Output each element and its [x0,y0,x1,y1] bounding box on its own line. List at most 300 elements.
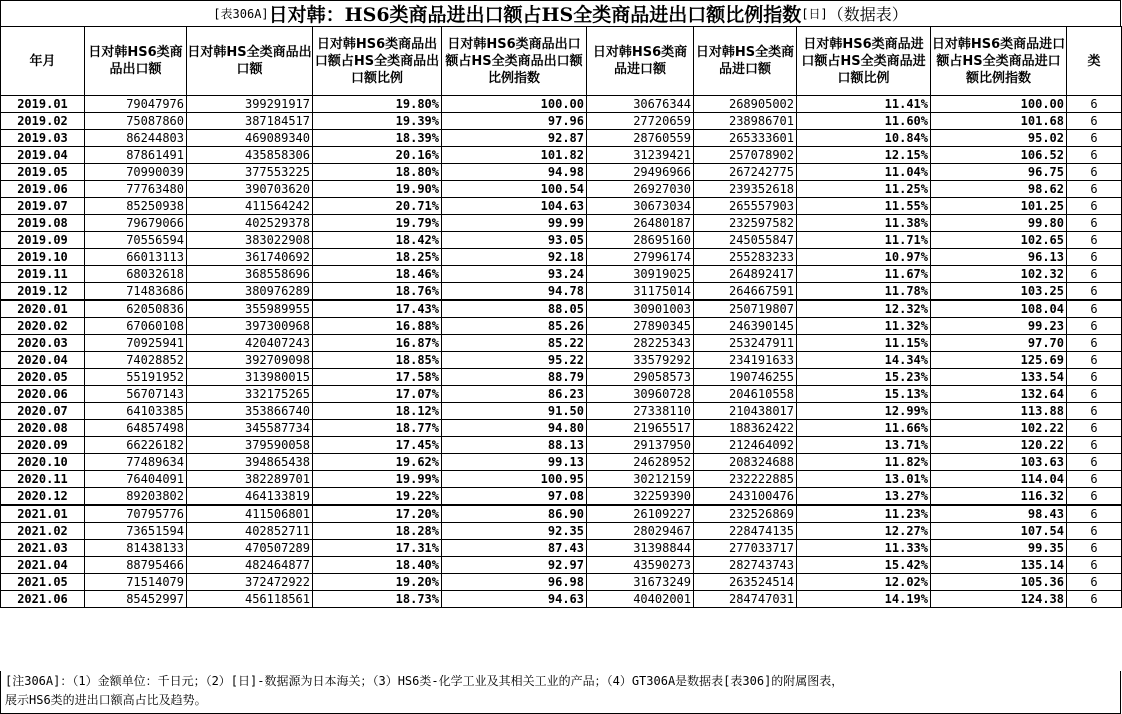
cell-export-index: 96.98 [442,574,587,591]
cell-export-ratio: 18.85% [313,352,442,369]
cell-export-ratio: 18.80% [313,164,442,181]
cell-hs6-import: 27890345 [587,318,694,335]
cell-hs6-import: 33579292 [587,352,694,369]
cell-hs6-export: 70925941 [85,335,187,352]
table-row [1,471,1122,488]
cell-category: 6 [1067,505,1122,523]
cell-export-index: 85.22 [442,335,587,352]
cell-export-index: 100.95 [442,471,587,488]
cell-all-import: 232222885 [694,471,797,488]
table-row [1,181,1122,198]
cell-export-ratio: 17.31% [313,540,442,557]
cell-export-ratio: 19.62% [313,454,442,471]
header-export-ratio: 日对韩HS6类商品出口额占HS全类商品出口额比例 [313,27,442,96]
cell-all-export: 456118561 [187,591,313,608]
cell-all-import: 264667591 [694,283,797,301]
cell-all-import: 188362422 [694,420,797,437]
cell-import-ratio: 15.13% [797,386,931,403]
cell-category: 6 [1067,523,1122,540]
cell-hs6-import: 32259390 [587,488,694,506]
cell-all-export: 402529378 [187,215,313,232]
cell-hs6-import: 31673249 [587,574,694,591]
cell-category: 6 [1067,96,1122,113]
cell-all-export: 353866740 [187,403,313,420]
cell-all-export: 435858306 [187,147,313,164]
cell-export-index: 95.22 [442,352,587,369]
cell-all-export: 399291917 [187,96,313,113]
cell-export-ratio: 19.39% [313,113,442,130]
cell-hs6-import: 30960728 [587,386,694,403]
cell-category: 6 [1067,198,1122,215]
cell-month: 2020.12 [1,488,85,506]
title-main: 日对韩：HS6类商品进出口额占HS全类商品进出口额比例指数 [268,4,802,26]
cell-hs6-export: 79047976 [85,96,187,113]
table-row [1,540,1122,557]
cell-import-index: 96.75 [931,164,1067,181]
cell-export-index: 88.05 [442,300,587,318]
cell-export-index: 86.90 [442,505,587,523]
cell-category: 6 [1067,147,1122,164]
cell-import-index: 132.64 [931,386,1067,403]
cell-all-import: 265557903 [694,198,797,215]
title-subtitle: （数据表） [827,5,908,24]
cell-all-export: 372472922 [187,574,313,591]
cell-month: 2019.12 [1,283,85,301]
cell-all-export: 382289701 [187,471,313,488]
cell-import-ratio: 11.38% [797,215,931,232]
cell-all-export: 345587734 [187,420,313,437]
cell-export-index: 94.78 [442,283,587,301]
cell-export-ratio: 19.22% [313,488,442,506]
cell-hs6-export: 70990039 [85,164,187,181]
cell-hs6-import: 29137950 [587,437,694,454]
cell-month: 2021.05 [1,574,85,591]
cell-hs6-import: 28029467 [587,523,694,540]
cell-import-ratio: 13.01% [797,471,931,488]
cell-import-ratio: 11.15% [797,335,931,352]
cell-import-ratio: 13.71% [797,437,931,454]
cell-month: 2020.01 [1,300,85,318]
cell-category: 6 [1067,403,1122,420]
cell-category: 6 [1067,557,1122,574]
cell-hs6-export: 66226182 [85,437,187,454]
table-row [1,591,1122,608]
cell-hs6-export: 68032618 [85,266,187,283]
cell-category: 6 [1067,181,1122,198]
cell-month: 2019.11 [1,266,85,283]
cell-category: 6 [1067,300,1122,318]
cell-all-export: 394865438 [187,454,313,471]
cell-export-index: 97.08 [442,488,587,506]
cell-month: 2019.03 [1,130,85,147]
cell-export-ratio: 17.07% [313,386,442,403]
cell-hs6-import: 28225343 [587,335,694,352]
cell-category: 6 [1067,113,1122,130]
title-source: [日] [801,7,828,21]
cell-all-import: 284747031 [694,591,797,608]
cell-import-ratio: 13.27% [797,488,931,506]
table-row [1,403,1122,420]
cell-month: 2020.10 [1,454,85,471]
cell-category: 6 [1067,232,1122,249]
cell-import-index: 99.23 [931,318,1067,335]
cell-import-ratio: 10.97% [797,249,931,266]
cell-month: 2021.06 [1,591,85,608]
cell-category: 6 [1067,420,1122,437]
header-import-ratio: 日对韩HS6类商品进口额占HS全类商品进口额比例 [797,27,931,96]
cell-hs6-import: 30919025 [587,266,694,283]
cell-export-ratio: 18.77% [313,420,442,437]
cell-all-export: 380976289 [187,283,313,301]
cell-all-import: 228474135 [694,523,797,540]
cell-import-ratio: 14.19% [797,591,931,608]
cell-import-ratio: 11.04% [797,164,931,181]
cell-hs6-export: 85250938 [85,198,187,215]
cell-hs6-export: 70795776 [85,505,187,523]
cell-hs6-import: 31398844 [587,540,694,557]
cell-import-index: 102.22 [931,420,1067,437]
cell-export-index: 92.35 [442,523,587,540]
cell-export-ratio: 17.58% [313,369,442,386]
cell-hs6-export: 70556594 [85,232,187,249]
table-row [1,386,1122,403]
cell-hs6-import: 30901003 [587,300,694,318]
cell-import-ratio: 10.84% [797,130,931,147]
table-row [1,335,1122,352]
cell-category: 6 [1067,318,1122,335]
cell-export-index: 100.54 [442,181,587,198]
cell-month: 2019.07 [1,198,85,215]
table-row [1,488,1122,506]
cell-all-import: 190746255 [694,369,797,386]
cell-import-ratio: 11.25% [797,181,931,198]
cell-import-index: 101.25 [931,198,1067,215]
cell-export-ratio: 17.43% [313,300,442,318]
header-export-index: 日对韩HS6类商品出口额占HS全类商品出口额比例指数 [442,27,587,96]
cell-category: 6 [1067,386,1122,403]
cell-all-export: 390703620 [187,181,313,198]
footnote-line-2: 展示HS6类的进出口额高占比及趋势。 [5,693,207,707]
data-table [0,26,1122,608]
cell-hs6-export: 71514079 [85,574,187,591]
cell-all-import: 257078902 [694,147,797,164]
table-row [1,523,1122,540]
cell-category: 6 [1067,249,1122,266]
table-row [1,266,1122,283]
cell-export-ratio: 18.25% [313,249,442,266]
cell-export-ratio: 19.80% [313,96,442,113]
cell-all-import: 264892417 [694,266,797,283]
cell-export-ratio: 20.71% [313,198,442,215]
cell-export-ratio: 18.73% [313,591,442,608]
cell-hs6-export: 85452997 [85,591,187,608]
cell-import-index: 98.62 [931,181,1067,198]
cell-import-ratio: 11.82% [797,454,931,471]
cell-import-index: 135.14 [931,557,1067,574]
cell-export-index: 88.79 [442,369,587,386]
cell-hs6-import: 27996174 [587,249,694,266]
table-row [1,147,1122,164]
cell-hs6-export: 62050836 [85,300,187,318]
table-row [1,113,1122,130]
cell-category: 6 [1067,437,1122,454]
cell-all-export: 368558696 [187,266,313,283]
cell-import-index: 95.02 [931,130,1067,147]
cell-hs6-import: 27720659 [587,113,694,130]
cell-export-index: 87.43 [442,540,587,557]
table-row [1,505,1122,523]
cell-import-index: 96.13 [931,249,1067,266]
cell-import-ratio: 11.71% [797,232,931,249]
table-row [1,164,1122,181]
cell-all-export: 392709098 [187,352,313,369]
cell-month: 2019.10 [1,249,85,266]
cell-export-ratio: 17.20% [313,505,442,523]
header-all-import: 日对韩HS全类商品进口额 [694,27,797,96]
cell-all-import: 210438017 [694,403,797,420]
cell-category: 6 [1067,130,1122,147]
cell-export-ratio: 20.16% [313,147,442,164]
cell-import-ratio: 11.55% [797,198,931,215]
cell-export-ratio: 18.12% [313,403,442,420]
cell-all-export: 464133819 [187,488,313,506]
cell-import-index: 102.32 [931,266,1067,283]
cell-hs6-export: 56707143 [85,386,187,403]
cell-category: 6 [1067,591,1122,608]
cell-hs6-export: 89203802 [85,488,187,506]
cell-all-import: 267242775 [694,164,797,181]
cell-month: 2020.04 [1,352,85,369]
cell-export-index: 92.97 [442,557,587,574]
cell-export-index: 92.18 [442,249,587,266]
cell-all-export: 361740692 [187,249,313,266]
cell-all-import: 277033717 [694,540,797,557]
title-tag: [表306A] [213,7,269,21]
table-row [1,454,1122,471]
cell-hs6-export: 79679066 [85,215,187,232]
cell-month: 2020.03 [1,335,85,352]
table-row [1,215,1122,232]
cell-export-index: 93.05 [442,232,587,249]
cell-month: 2020.08 [1,420,85,437]
cell-category: 6 [1067,488,1122,506]
cell-hs6-export: 74028852 [85,352,187,369]
cell-import-index: 116.32 [931,488,1067,506]
table-row [1,318,1122,335]
cell-category: 6 [1067,471,1122,488]
cell-export-ratio: 19.20% [313,574,442,591]
cell-hs6-import: 31239421 [587,147,694,164]
table-row [1,437,1122,454]
header-hs6-import: 日对韩HS6类商品进口额 [587,27,694,96]
cell-import-ratio: 11.33% [797,540,931,557]
cell-category: 6 [1067,352,1122,369]
cell-category: 6 [1067,574,1122,591]
cell-all-export: 355989955 [187,300,313,318]
table-row [1,369,1122,386]
cell-month: 2021.01 [1,505,85,523]
cell-export-ratio: 18.40% [313,557,442,574]
cell-month: 2021.03 [1,540,85,557]
cell-all-import: 255283233 [694,249,797,266]
cell-all-import: 265333601 [694,130,797,147]
cell-export-index: 97.96 [442,113,587,130]
cell-all-import: 204610558 [694,386,797,403]
cell-all-import: 212464092 [694,437,797,454]
cell-export-ratio: 17.45% [313,437,442,454]
cell-import-ratio: 11.78% [797,283,931,301]
cell-import-index: 103.25 [931,283,1067,301]
cell-import-ratio: 15.42% [797,557,931,574]
cell-import-ratio: 12.99% [797,403,931,420]
cell-all-import: 263524514 [694,574,797,591]
table-row [1,420,1122,437]
cell-hs6-export: 66013113 [85,249,187,266]
cell-export-ratio: 18.28% [313,523,442,540]
cell-all-export: 402852711 [187,523,313,540]
cell-month: 2021.02 [1,523,85,540]
cell-hs6-import: 27338110 [587,403,694,420]
cell-month: 2019.06 [1,181,85,198]
table-title [0,0,1121,26]
table-body [1,96,1122,608]
cell-import-index: 103.63 [931,454,1067,471]
cell-hs6-export: 77489634 [85,454,187,471]
cell-export-ratio: 19.99% [313,471,442,488]
cell-hs6-import: 28760559 [587,130,694,147]
cell-import-ratio: 11.67% [797,266,931,283]
header-all-export: 日对韩HS全类商品出口额 [187,27,313,96]
cell-export-index: 99.13 [442,454,587,471]
cell-all-export: 411564242 [187,198,313,215]
footnote-line-1: [注306A]：（1）金额单位：千日元；（2）[日]-数据源为日本海关；（3）HS6类-化学工业及其相关工业的产品；（4）GT306A是数据表[表306]的附属图表， [5,674,844,688]
cell-all-import: 250719807 [694,300,797,318]
cell-import-index: 114.04 [931,471,1067,488]
cell-hs6-import: 29496966 [587,164,694,181]
cell-all-import: 238986701 [694,113,797,130]
cell-export-index: 92.87 [442,130,587,147]
table-row [1,130,1122,147]
cell-hs6-export: 81438133 [85,540,187,557]
cell-all-export: 387184517 [187,113,313,130]
cell-import-ratio: 11.66% [797,420,931,437]
cell-category: 6 [1067,540,1122,557]
cell-export-index: 94.80 [442,420,587,437]
cell-hs6-import: 26927030 [587,181,694,198]
cell-export-index: 100.00 [442,96,587,113]
cell-import-ratio: 11.32% [797,318,931,335]
cell-import-ratio: 12.27% [797,523,931,540]
cell-month: 2019.04 [1,147,85,164]
cell-hs6-export: 77763480 [85,181,187,198]
cell-export-index: 99.99 [442,215,587,232]
header-month: 年月 [1,27,85,96]
cell-all-export: 397300968 [187,318,313,335]
cell-all-export: 411506801 [187,505,313,523]
table-row [1,232,1122,249]
cell-all-export: 377553225 [187,164,313,181]
cell-month: 2019.01 [1,96,85,113]
cell-import-index: 99.35 [931,540,1067,557]
cell-export-ratio: 19.79% [313,215,442,232]
cell-hs6-import: 43590273 [587,557,694,574]
cell-export-index: 94.63 [442,591,587,608]
cell-all-import: 208324688 [694,454,797,471]
cell-import-ratio: 12.15% [797,147,931,164]
cell-import-index: 106.52 [931,147,1067,164]
cell-export-index: 94.98 [442,164,587,181]
cell-import-index: 97.70 [931,335,1067,352]
cell-all-import: 245055847 [694,232,797,249]
cell-all-import: 239352618 [694,181,797,198]
cell-all-export: 332175265 [187,386,313,403]
table-row [1,96,1122,113]
cell-all-export: 379590058 [187,437,313,454]
cell-all-import: 243100476 [694,488,797,506]
cell-hs6-export: 88795466 [85,557,187,574]
cell-import-index: 102.65 [931,232,1067,249]
cell-import-ratio: 14.34% [797,352,931,369]
table-row [1,283,1122,301]
cell-import-index: 100.00 [931,96,1067,113]
cell-export-index: 101.82 [442,147,587,164]
cell-all-export: 470507289 [187,540,313,557]
cell-export-index: 88.13 [442,437,587,454]
cell-export-ratio: 18.46% [313,266,442,283]
cell-import-index: 113.88 [931,403,1067,420]
header-import-index: 日对韩HS6类商品进口额占HS全类商品进口额比例指数 [931,27,1067,96]
cell-month: 2020.02 [1,318,85,335]
cell-import-ratio: 12.32% [797,300,931,318]
cell-month: 2019.08 [1,215,85,232]
cell-import-ratio: 12.02% [797,574,931,591]
cell-import-index: 124.38 [931,591,1067,608]
header-hs6-export: 日对韩HS6类商品出口额 [85,27,187,96]
cell-import-index: 101.68 [931,113,1067,130]
table-row [1,574,1122,591]
cell-import-ratio: 15.23% [797,369,931,386]
table-row [1,557,1122,574]
cell-hs6-import: 29058573 [587,369,694,386]
cell-hs6-import: 26109227 [587,505,694,523]
header-category: 类 [1067,27,1122,96]
cell-month: 2019.02 [1,113,85,130]
cell-all-import: 246390145 [694,318,797,335]
cell-category: 6 [1067,215,1122,232]
cell-hs6-import: 28695160 [587,232,694,249]
cell-import-index: 125.69 [931,352,1067,369]
cell-export-ratio: 16.88% [313,318,442,335]
cell-hs6-export: 87861491 [85,147,187,164]
cell-category: 6 [1067,454,1122,471]
cell-month: 2020.06 [1,386,85,403]
cell-export-ratio: 18.39% [313,130,442,147]
cell-import-index: 133.54 [931,369,1067,386]
cell-import-index: 120.22 [931,437,1067,454]
cell-export-index: 86.23 [442,386,587,403]
cell-all-export: 469089340 [187,130,313,147]
cell-export-ratio: 18.76% [313,283,442,301]
cell-hs6-export: 71483686 [85,283,187,301]
cell-month: 2020.07 [1,403,85,420]
cell-export-index: 93.24 [442,266,587,283]
cell-export-index: 91.50 [442,403,587,420]
cell-import-ratio: 11.41% [797,96,931,113]
cell-hs6-export: 73651594 [85,523,187,540]
cell-month: 2019.05 [1,164,85,181]
cell-import-index: 98.43 [931,505,1067,523]
cell-import-index: 99.80 [931,215,1067,232]
